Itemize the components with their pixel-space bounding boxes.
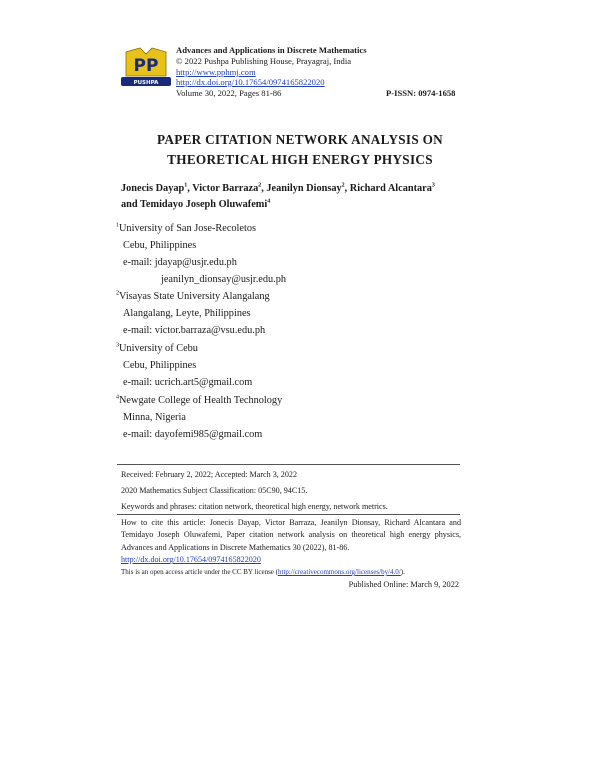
affiliation-3: $^3$University of Cebu Cebu, Philippines e-mail: ucrich.art5@gmail.com xyxy=(116,342,253,388)
author-line-1: Jonecis Dayap$^1$, Victor Barraza$^2$, Jeanilyn Dionsay$^2$, Richard Alcantara$^3$ xyxy=(121,182,435,194)
volume-info: Volume 30, 2022, Pages 81-86 xyxy=(176,88,282,98)
footer-rule xyxy=(117,464,460,465)
svg-text:PP: PP xyxy=(133,56,159,76)
affiliation-4: $^4$Newgate College of Health Technology Minna, Nigeria e-mail: dayofemi985@gmail.com xyxy=(116,394,283,440)
copyright: © 2022 Pushpa Publishing House, Prayagraj, India xyxy=(176,56,352,66)
title-line-2: THEORETICAL HIGH ENERGY PHYSICS xyxy=(167,152,433,167)
doi-link[interactable]: http://dx.doi.org/10.17654/0974165822020 xyxy=(176,77,325,87)
keywords: Keywords and phrases: citation network, theoretical high energy, network metrics. xyxy=(121,502,388,511)
affiliation-1: $^1$University of San Jose-Recoletos Cebu, Philippines e-mail: jdayap@usjr.edu.ph jeanilyn_dionsay@usjr.edu.ph xyxy=(116,222,287,285)
affiliation-2: $^2$Visayas State University Alangalang Alangalang, Leyte, Philippines e-mail: victor.barraza@vsu.edu.ph xyxy=(116,290,270,336)
svg-text:PUSHPA: PUSHPA xyxy=(133,80,159,86)
title-line-1: PAPER CITATION NETWORK ANALYSIS ON xyxy=(157,132,443,147)
publisher-logo xyxy=(120,46,172,92)
license-note: This is an open access article under the CC BY license (http://creativecommons.org/licenses/by/4.0/). xyxy=(121,568,405,576)
how-to-cite: How to cite this article: Jonecis Dayap, Victor Barraza, Jeanilyn Dionsay, Richard Alcantara and Temidayo Joseph Oluwafemi, Paper citation network analysis on theoretical high energy physics, Advances and Applications in Discrete Mathematics 30 (2022), 81-86. http://dx.doi.org/10.17654/0974165822020 xyxy=(121,518,461,565)
website-link[interactable]: http://www.pphmj.com xyxy=(176,67,256,77)
license-link[interactable]: http://creativecommons.org/licenses/by/4.0/ xyxy=(278,568,401,576)
author-line-2: and Temidayo Joseph Oluwafemi$^4$ xyxy=(121,198,271,210)
journal-name: Advances and Applications in Discrete Mathematics xyxy=(176,45,367,55)
citation-doi-link[interactable]: http://dx.doi.org/10.17654/0974165822020 xyxy=(121,555,261,565)
issn: P-ISSN: 0974-1658 xyxy=(386,88,456,98)
msc-classification: 2020 Mathematics Subject Classification: 05C90, 94C15. xyxy=(121,486,308,495)
received-dates: Received: February 2, 2022; Accepted: March 3, 2022 xyxy=(121,470,297,479)
citation-rule xyxy=(117,514,460,515)
published-date: Published Online: March 9, 2022 xyxy=(348,580,459,589)
